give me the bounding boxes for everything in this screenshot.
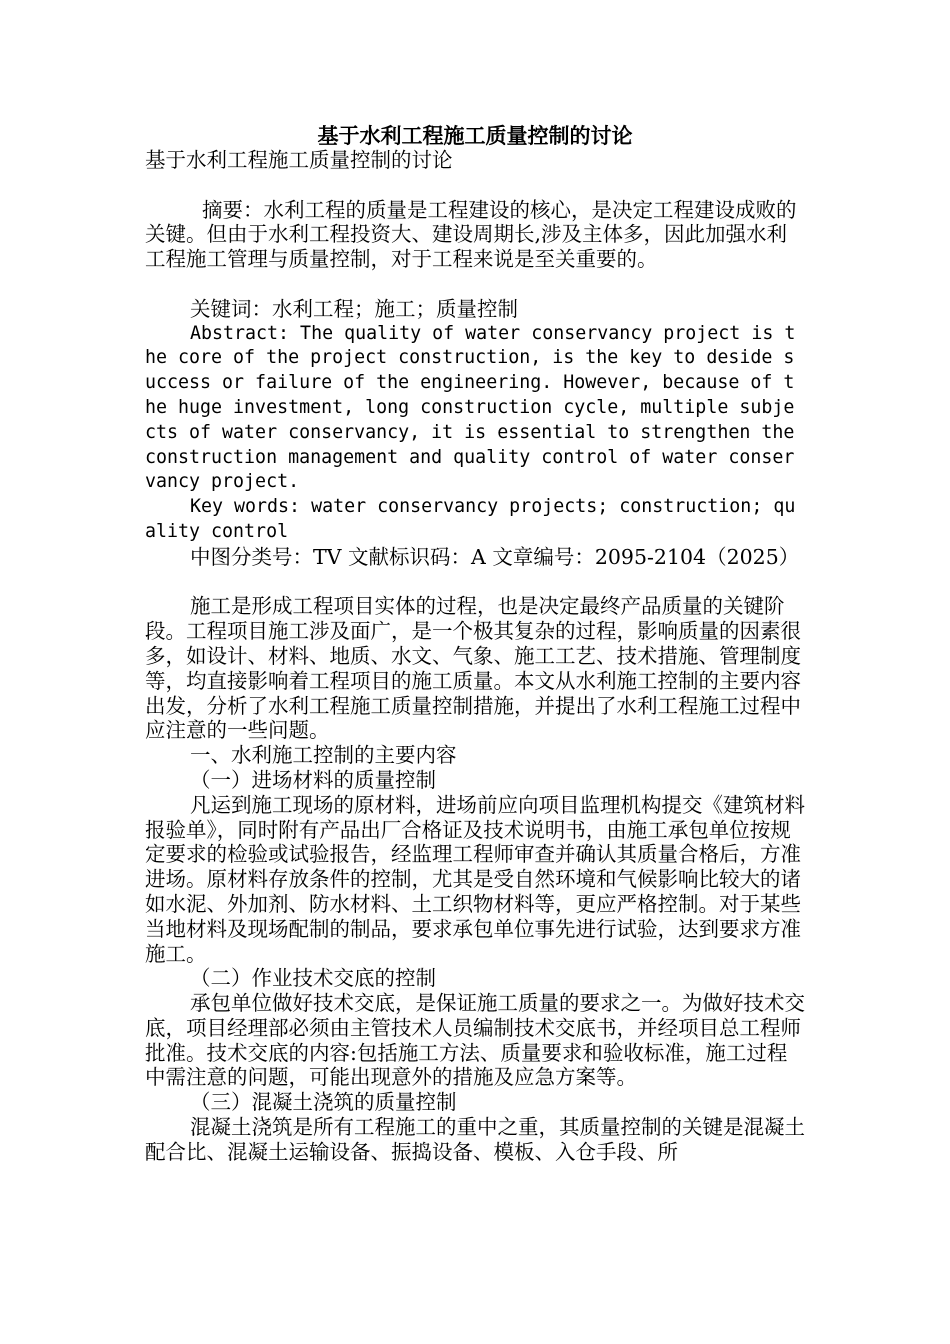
section-heading: 一、水利施工控制的主要内容 [190, 743, 457, 768]
intro-paragraph: 施工是形成工程项目实体的过程，也是决定最终产品质量的关键阶段。工程项目施工涉及面广，是一个极其复杂的过程，影响质量的因素很多，如设计、材料、地质、水文、气象、施工工艺、技术措施、管理制度等，均直接影响着工程项目的施工质量。本文从水利施工控制的主要内容出发，分析了水利工程施工质量控制措施，并提出了水利工程施工过程中应注意的一些问题。 [145, 594, 801, 743]
keywords-cn: 关键词：水利工程；施工；质量控制 [190, 296, 518, 321]
classification-line: 中图分类号：TV 文献标识码：A 文章编号：2095-2104（2025） [190, 544, 800, 569]
document-title: 基于水利工程施工质量控制的讨论 [317, 123, 633, 148]
spacer [145, 570, 805, 595]
spacer [145, 173, 805, 198]
subsection-heading: （三）混凝土浇筑的质量控制 [190, 1090, 457, 1115]
subsection-heading: （一）进场材料的质量控制 [190, 767, 436, 792]
keywords-en: Key words: water conservancy projects; construction; quality control [145, 496, 796, 542]
abstract-en-paragraph: Abstract: The quality of water conservancy project is the core of the project construction, is the key to deside success or failure of the engineering. However, because of the huge investment, long construction cycle, multiple subjects of water conservancy, it is essential to strengthen the construction management and quality control of water conservancy project. [145, 322, 796, 493]
subsection-paragraph: 凡运到施工现场的原材料，进场前应向项目监理机构提交《建筑材料报验单》，同时附有产品出厂合格证及技术说明书，由施工承包单位按规定要求的检验或试验报告，经监理工程师审查并确认其质量合格后，方准进场。原材料存放条件的控制，尤其是受自然环境和气候影响比较大的诸如水泥、外加剂、防水材料、土工织物材料等，更应严格控制。对于某些当地材料及现场配制的制品，要求承包单位事先进行试验，达到要求方准施工。 [145, 792, 805, 966]
document-subtitle: 基于水利工程施工质量控制的讨论 [145, 148, 453, 172]
document-body [145, 148, 805, 1165]
subsection-paragraph: 承包单位做好技术交底，是保证施工质量的要求之一。为做好技术交底，项目经理部必须由主管技术人员编制技术交底书，并经项目总工程师批准。技术交底的内容:包括施工方法、质量要求和验收标准，施工过程中需注意的问题，可能出现意外的措施及应急方案等。 [145, 991, 805, 1090]
spacer [145, 272, 805, 297]
subsection-paragraph: 混凝土浇筑是所有工程施工的重中之重，其质量控制的关键是混凝土配合比、混凝土运输设备、振捣设备、模板、入仓手段、所 [145, 1115, 805, 1164]
abstract-cn-paragraph: 摘要：水利工程的质量是工程建设的核心，是决定工程建设成败的关键。但由于水利工程投资大、建设周期长,涉及主体多，因此加强水利工程施工管理与质量控制，对于工程来说是至关重要的。 [145, 197, 797, 272]
subsection-heading: （二）作业技术交底的控制 [190, 966, 436, 991]
